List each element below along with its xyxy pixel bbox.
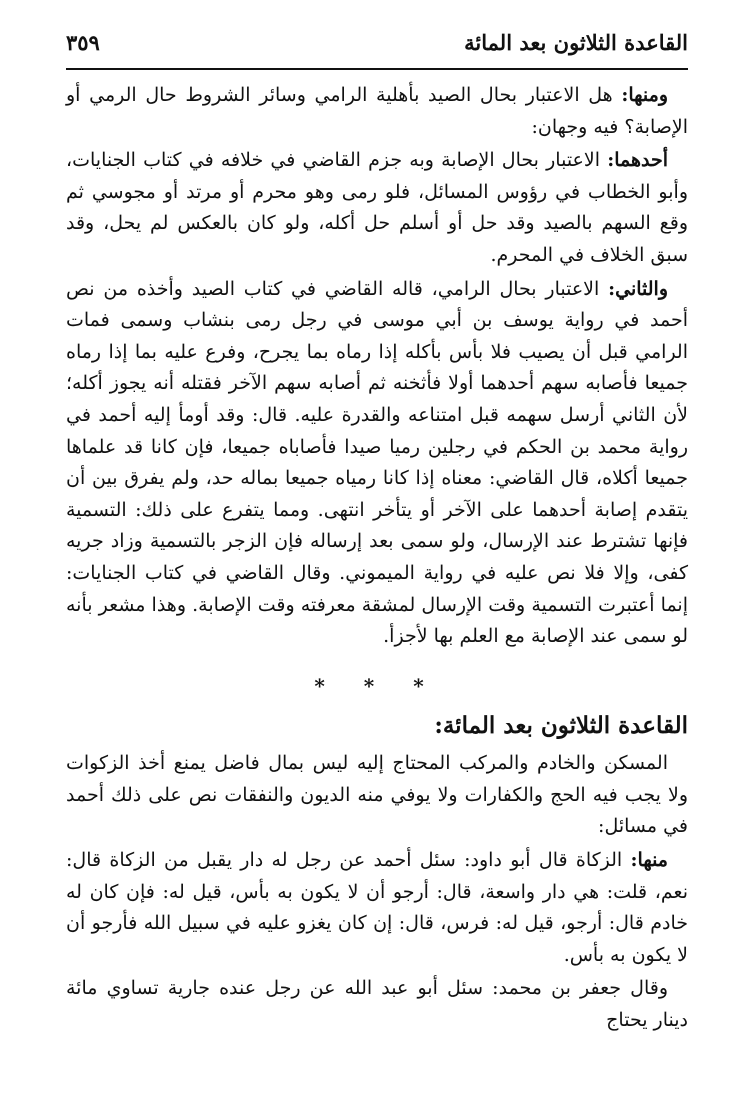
- section-separator: * * *: [314, 673, 440, 698]
- paragraph-lead: منها:: [630, 849, 668, 872]
- paragraph-2: [66, 145, 688, 271]
- page-body: [66, 80, 688, 1037]
- running-title: القاعدة الثلاثون بعد المائة: [464, 30, 688, 55]
- paragraph-3: [66, 274, 688, 653]
- header-rule: [66, 68, 688, 70]
- paragraph-text: الاعتبار بحال الرامي، قاله القاضي في كتاب الصيد وأخذه من نص أحمد في رواية يوسف بن أبي موسى في رجل رمى بنشاب وسمى فمات الرامي قبل أن يصيب فلا بأس بأكله إذا رماه بما يجرح، وفرع عليه بما إذا رماه جميعا فأصابه سهم أحدهما أولا فأثخنه ثم أصابه سهم الآخر فقتله أنه يجوز أكله؛ لأن الثاني أرسل سهمه قبل امتناعه والقدرة عليه. قال: وقد أومأ إليه أحمد في رواية محمد بن الحكم في رجلين رميا صيدا فأصاباه جميعا، فإن كانا قد علماها جميعا أكلاه، قال القاضي: معناه إذا كانا رمياه جميعا بماله حد، ولم يفرق بين أن يتقدم إصابة أحدهما على الآخر أو يتأخر انتهى. ومما يتفرع على ذلك: التسمية فإنها تشترط عند الإرسال، ولو سمى بعد إرساله فإن الزجر بالتسمية وزاد جريه كفى، وإلا فلا نص عليه في رواية الميموني. وقال القاضي في كتاب الجنايات: إنما أعتبرت التسمية وقت الإرسال لمشقة معرفته وقت الإصابة. وهذا مشعر بأنه لو سمى عند الإصابة مع العلم بها لأجزأ.: [66, 277, 688, 648]
- paragraph-text: المسكن والخادم والمركب المحتاج إليه ليس بمال فاضل يمنع أخذ الزكوات ولا يجب فيه الحج والكفارات ولا يوفي منه الديون والنفقات نص على ذلك أحمد في مسائل:: [66, 752, 688, 838]
- paragraph-text: الاعتبار بحال الإصابة وبه جزم القاضي في خلافه في كتاب الجنايات، وأبو الخطاب في رؤوس المسائل، فلو رمى وهو محرم أو مرتد أو مجوسي ثم وقع السهم بالصيد وقد حل أو أسلم حل أكله، ولو كان بالعكس لم يحل، وقد سبق الخلاف في المحرم.: [66, 149, 689, 266]
- paragraph-text: هل الاعتبار بحال الصيد بأهلية الرامي وسائر الشروط حال الرمي أو الإصابة؟ فيه وجهان:: [66, 84, 688, 138]
- section-paragraph-3: [66, 973, 688, 1036]
- paragraph-text: وقال جعفر بن محمد: سئل أبو عبد الله عن رجل عنده جارية تساوي مائة دينار يحتاج: [66, 977, 688, 1032]
- section-paragraph-2: [66, 845, 688, 971]
- section-title: القاعدة الثلاثون بعد المائة:: [434, 712, 688, 740]
- paragraph-lead: والثاني:: [608, 277, 668, 300]
- paragraph-lead: أحدهما:: [607, 149, 668, 172]
- page-number: ٣٥٩: [66, 30, 100, 55]
- page-header: [66, 30, 688, 64]
- paragraph-lead: ومنها:: [621, 84, 668, 106]
- section-paragraph-1: [66, 748, 688, 843]
- paragraph-1: [66, 80, 688, 143]
- paragraph-text: الزكاة قال أبو داود: سئل أحمد عن رجل له دار يقبل من الزكاة قال: نعم، قلت: هي دار واسعة، قال: أرجو أن لا يكون به بأس، قيل له: فإن كان له خادم قال: أرجو، قيل له: فرس، قال: إن كان يغزو عليه في سبيل الله فأرجو أن لا يكون به بأس.: [66, 849, 688, 966]
